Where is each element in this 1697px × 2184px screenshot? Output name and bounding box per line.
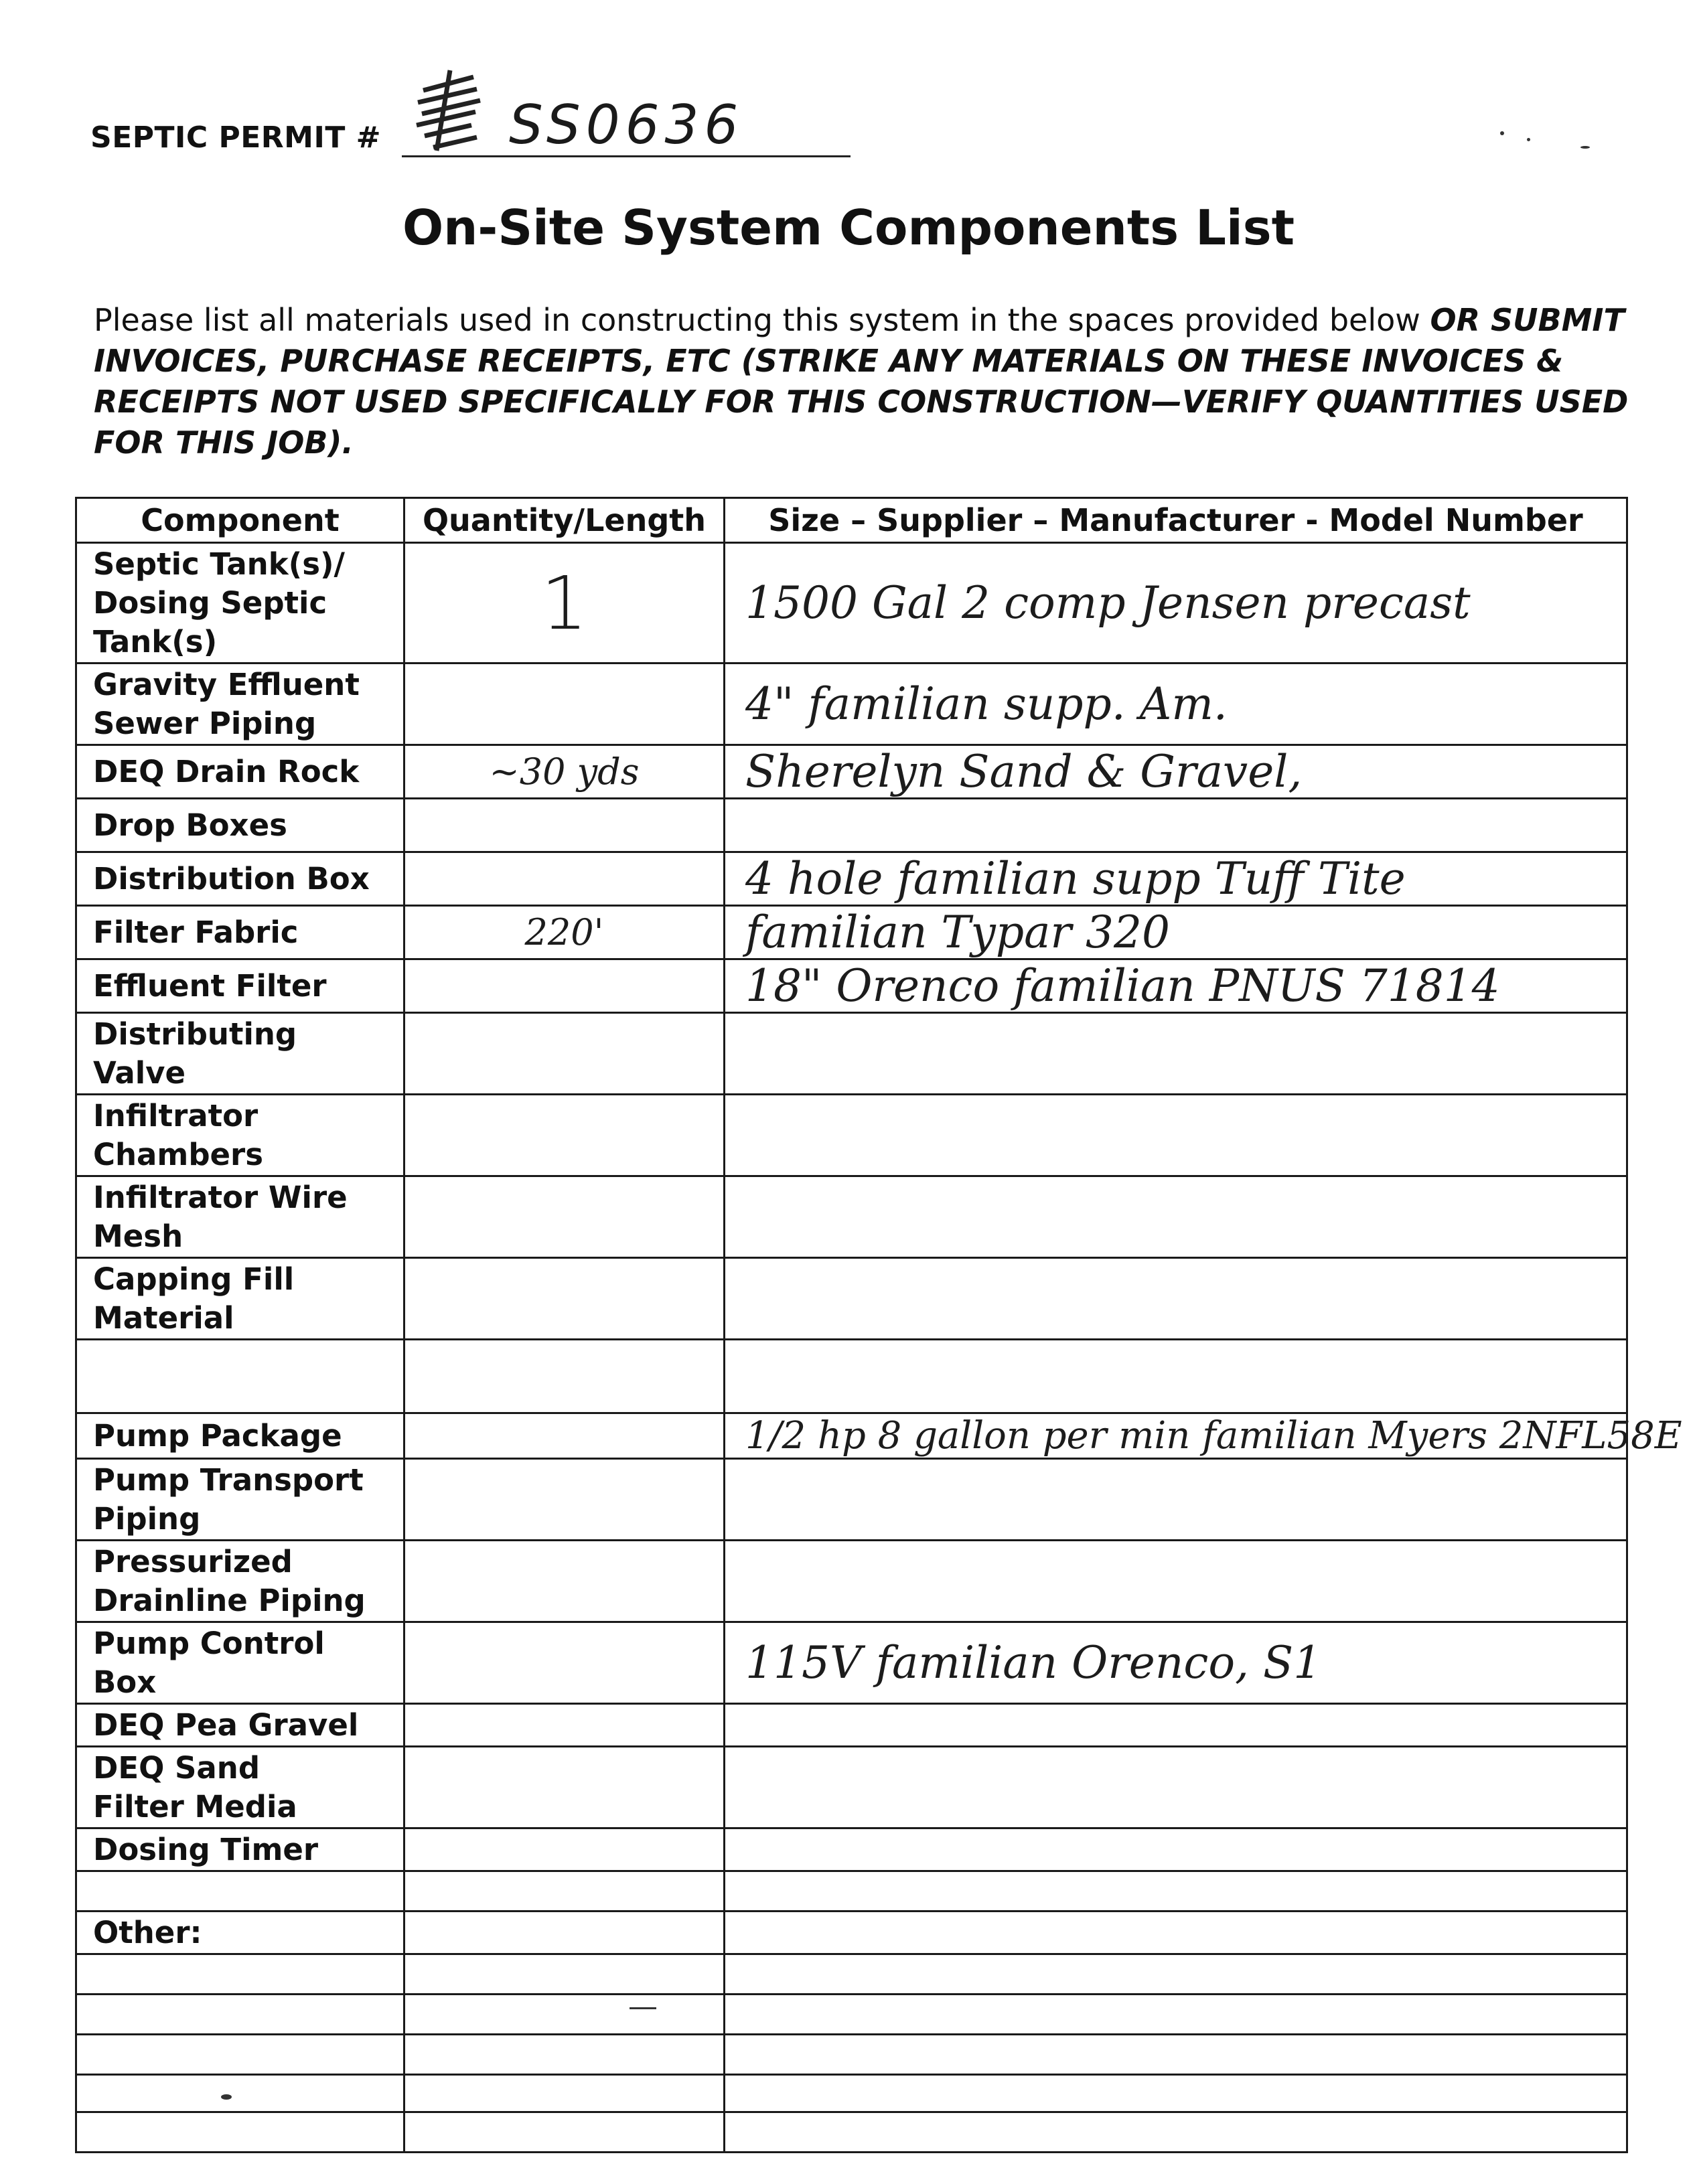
quantity-cell[interactable]: 220' [404,906,725,959]
instructions-emphasis: OR SUBMIT INVOICES, PURCHASE RECEIPTS, ETC (STRIKE ANY MATERIALS ON THESE INVOICES & RECEIPTS NOT USED SPECIFICALLY FOR THIS CONSTRUCTION—VERIFY QUANTITIES USED FOR THIS JOB). [94,302,1629,461]
table-row [76,1622,1627,1704]
quantity-cell[interactable] [404,1954,725,1995]
table-row [76,1828,1627,1871]
quantity-cell[interactable] [404,2075,725,2112]
table-row [76,1413,1627,1459]
scan-speck [221,2094,232,2100]
details-cell[interactable] [725,1258,1627,1340]
table-row [76,1176,1627,1258]
details-cell[interactable]: familian Typar 320 [725,906,1627,959]
table-row [76,1095,1627,1176]
table-row [76,1541,1627,1622]
permit-underline [402,155,851,157]
table-row [76,1954,1627,1995]
component-cell: DEQ Sand Filter Media [76,1747,404,1828]
permit-label: SEPTIC PERMIT # [90,121,382,155]
component-cell [76,1995,404,2035]
component-cell [76,1954,404,1995]
component-cell [76,2075,404,2112]
column-header-details: Size – Supplier – Manufacturer - Model Number [725,498,1627,543]
details-cell[interactable]: 1500 Gal 2 comp Jensen precast [725,543,1627,664]
details-cell[interactable]: 18" Orenco familian PNUS 71814 [725,959,1627,1013]
table-row [76,1747,1627,1828]
instructions-plain: Please list all materials used in constructing this system in the spaces provided below [94,302,1430,338]
component-cell [76,2112,404,2153]
component-cell [76,2035,404,2075]
quantity-cell[interactable] [404,1413,725,1459]
scan-speck [1527,138,1530,141]
quantity-cell[interactable] [404,1622,725,1704]
component-cell: Other: [76,1912,404,1954]
quantity-cell[interactable] [404,1095,725,1176]
details-cell[interactable] [725,2112,1627,2153]
quantity-cell[interactable] [404,959,725,1013]
quantity-cell[interactable] [404,1459,725,1541]
component-cell: Dosing Timer [76,1828,404,1871]
quantity-cell[interactable] [404,799,725,852]
details-cell[interactable] [725,1828,1627,1871]
details-cell[interactable] [725,1340,1627,1413]
quantity-cell[interactable] [404,1912,725,1954]
component-cell: DEQ Drain Rock [76,745,404,799]
details-cell[interactable] [725,799,1627,852]
quantity-cell[interactable] [404,2035,725,2075]
table-row [76,959,1627,1013]
component-cell: Pump Package [76,1413,404,1459]
table-row [76,852,1627,906]
quantity-cell[interactable] [404,1747,725,1828]
table-row [76,1459,1627,1541]
details-cell[interactable] [725,1747,1627,1828]
component-cell: DEQ Pea Gravel [76,1704,404,1747]
table-row [76,1704,1627,1747]
table-row [76,799,1627,852]
details-cell[interactable] [725,2075,1627,2112]
details-cell[interactable] [725,1704,1627,1747]
table-row [76,1871,1627,1912]
table-row [76,2035,1627,2075]
details-cell[interactable] [725,1541,1627,1622]
details-cell[interactable]: 1/2 hp 8 gallon per min familian Myers 2NFL58E [725,1413,1627,1459]
details-cell[interactable] [725,1871,1627,1912]
quantity-cell[interactable] [404,2112,725,2153]
table-row [76,1013,1627,1095]
details-cell[interactable] [725,1459,1627,1541]
table-row [76,1995,1627,2035]
scan-speck [1580,146,1590,149]
table-row [76,2075,1627,2112]
details-cell[interactable] [725,1176,1627,1258]
components-table [75,497,1682,2153]
details-cell[interactable]: Sherelyn Sand & Gravel, [725,745,1627,799]
details-cell[interactable]: 4" familian supp. Am. [725,664,1627,745]
column-header-component: Component [76,498,404,543]
component-cell [76,1871,404,1912]
component-cell: Effluent Filter [76,959,404,1013]
details-cell[interactable] [725,1995,1627,2035]
scan-speck [630,2007,656,2009]
quantity-cell[interactable] [404,852,725,906]
table-row [76,664,1627,745]
quantity-cell[interactable] [404,1995,725,2035]
table-row [76,1912,1627,1954]
quantity-cell[interactable] [404,664,725,745]
component-cell: Pump Transport Piping [76,1459,404,1541]
quantity-cell[interactable] [404,1541,725,1622]
details-cell[interactable] [725,1954,1627,1995]
component-cell [76,1340,404,1413]
component-cell: Distribution Box [76,852,404,906]
component-cell: Filter Fabric [76,906,404,959]
quantity-cell[interactable] [404,1013,725,1095]
quantity-cell[interactable] [404,1258,725,1340]
component-cell: Pump Control Box [76,1622,404,1704]
table-header-row [76,498,1627,543]
component-cell: Infiltrator Wire Mesh [76,1176,404,1258]
table-row [76,2112,1627,2153]
table-row [76,745,1627,799]
details-cell[interactable]: 4 hole familian supp Tuff Tite [725,852,1627,906]
component-cell: Infiltrator Chambers [76,1095,404,1176]
instructions [94,300,1634,463]
scribble-mark [410,64,497,157]
details-cell[interactable] [725,1912,1627,1954]
permit-number[interactable]: SS0636 [509,94,744,156]
quantity-cell[interactable] [404,1340,725,1413]
details-cell[interactable] [725,1013,1627,1095]
details-cell[interactable] [725,1095,1627,1176]
details-cell[interactable] [725,2035,1627,2075]
quantity-cell[interactable] [404,1176,725,1258]
scan-speck [1500,131,1504,135]
component-cell: Pressurized Drainline Piping [76,1541,404,1622]
quantity-cell[interactable] [404,1871,725,1912]
component-cell: Drop Boxes [76,799,404,852]
quantity-cell[interactable]: 1 [404,543,725,664]
table-row [76,1340,1627,1413]
table-row [76,906,1627,959]
quantity-cell[interactable]: ~30 yds [404,745,725,799]
table-row [76,543,1627,664]
column-header-quantity: Quantity/Length [404,498,725,543]
quantity-cell[interactable] [404,1704,725,1747]
table-row [76,1258,1627,1340]
details-cell[interactable]: 115V familian Orenco, S1 [725,1622,1627,1704]
quantity-cell[interactable] [404,1828,725,1871]
component-cell: Septic Tank(s)/ Dosing Septic Tank(s) [76,543,404,664]
component-cell: Capping Fill Material [76,1258,404,1340]
page-title: On-Site System Components List [402,200,1295,256]
component-cell: Gravity Effluent Sewer Piping [76,664,404,745]
component-cell: Distributing Valve [76,1013,404,1095]
